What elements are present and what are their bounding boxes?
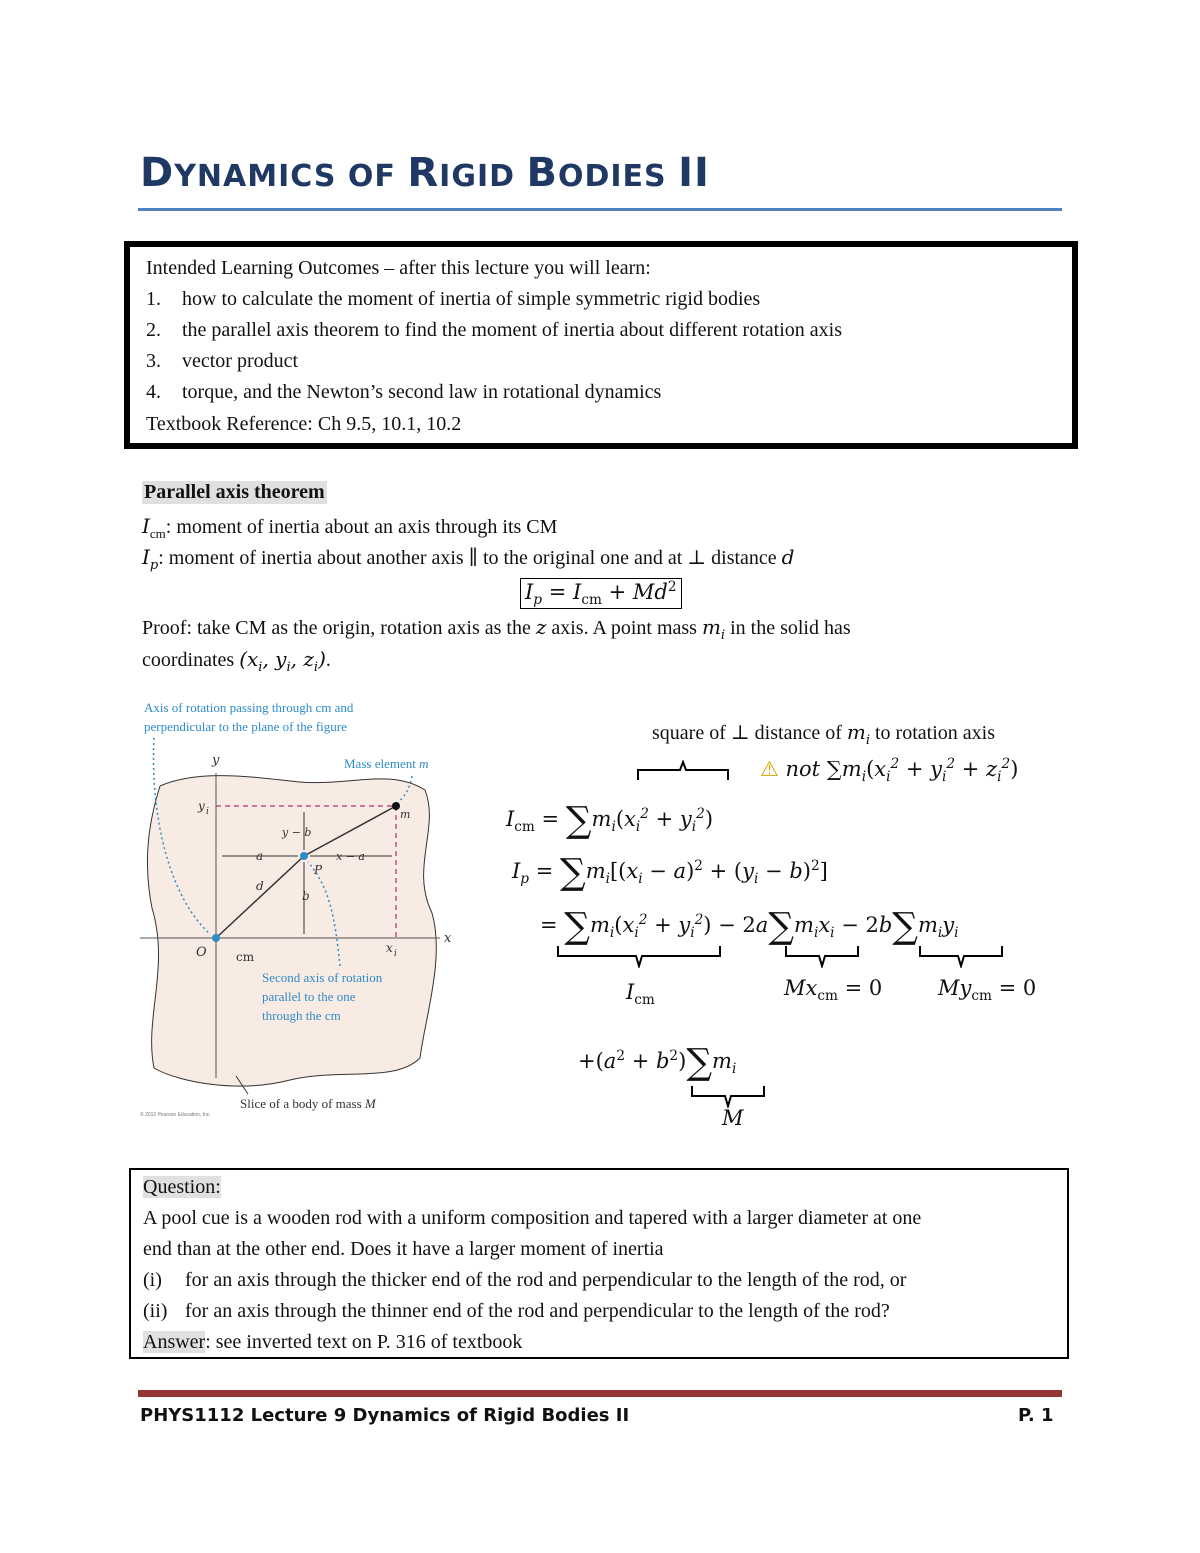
mxcm-label: $Mx_{cm} = 0$ <box>784 976 883 1005</box>
figure-mass-element-label: Mass element m <box>344 756 429 771</box>
icm-definition: $I_{cm}$: moment of inertia about an axis through its CM <box>142 514 558 541</box>
body-slice-shape <box>147 776 436 1086</box>
title-rule <box>138 208 1062 211</box>
svg-text:x: x <box>444 931 452 946</box>
ilo-reference: Textbook Reference: Ch 9.5, 10.1, 10.2 <box>146 413 462 435</box>
expanded-equation: = $\sum m_i(x_i^2 + y_i^2) - 2a\sum m_ix_i - 2b\sum m_iy_i$ <box>540 906 959 947</box>
derivation-note: square of ⊥ distance of $m_i$ to rotation axis <box>652 720 995 748</box>
answer-line: Answer: see inverted text on P. 316 of textbook <box>143 1331 523 1353</box>
mass-label: M <box>722 1106 744 1130</box>
warning-note: ⚠ not $\sum m_i(x_i^2 + y_i^2 + z_i^2)$ <box>760 756 1019 786</box>
section-heading: Parallel axis theorem <box>144 481 325 503</box>
svg-text:y − b: y − b <box>282 826 312 839</box>
svg-text:P: P <box>314 863 323 877</box>
question-text: A pool cue is a wooden rod with a uniform composition and tapered with a larger diameter at one <box>143 1207 922 1229</box>
question-box <box>129 1168 1069 1359</box>
question-label: Question: <box>143 1176 221 1198</box>
svg-text:O: O <box>196 945 207 960</box>
point-O <box>212 934 220 942</box>
brace-mycm <box>918 944 1004 968</box>
svg-text:x − a: x − a <box>336 850 365 863</box>
mycm-label: $My_{cm} = 0$ <box>938 976 1037 1005</box>
svg-text:i: i <box>394 949 397 959</box>
svg-text:x: x <box>386 941 393 955</box>
ilo-item: 2. the parallel axis theorem to find the moment of inertia about different rotation axis <box>146 319 842 341</box>
ilo-intro: Intended Learning Outcomes – after this lecture you will learn: <box>146 257 651 279</box>
figure-caption-axis: Axis of rotation passing through cm and <box>144 700 354 715</box>
figure-second-axis-label: through the cm <box>262 1008 341 1023</box>
point-P <box>300 852 308 860</box>
svg-text:y: y <box>198 799 205 813</box>
warning-icon: ⚠ <box>760 757 779 781</box>
ilo-item: 3. vector product <box>146 350 299 372</box>
question-option: (ii) for an axis through the thinner end of the rod and perpendicular to the length of the rod? <box>143 1300 890 1322</box>
extra-term-equation: $+(a^2 + b^2)\sum m_i$ <box>578 1042 737 1083</box>
brace-mxcm <box>784 944 860 968</box>
brace-mass <box>690 1084 766 1108</box>
ip-definition: $I_p$: moment of inertia about another axis ∥ to the original one and at ⊥ distance d <box>142 545 795 573</box>
question-option: (i) for an axis through the thicker end of the rod and perpendicular to the length of the rod, or <box>143 1269 907 1291</box>
figure-copyright: © 2012 Pearson Education, Inc. <box>140 1112 211 1118</box>
ip-sum-equation: $I_p = \sum m_i[(x_i - a)^2 + (y_i - b)^2]$ <box>512 852 828 893</box>
svg-text:b: b <box>302 889 310 903</box>
brace-top <box>636 760 730 782</box>
proof-line: Proof: take CM as the origin, rotation axis as the z axis. A point mass $m_i$ in the solid has <box>142 615 851 643</box>
ilo-item: 1. how to calculate the moment of inertia of simple symmetric rigid bodies <box>146 288 761 310</box>
proof-line: coordinates ($x_i$, $y_i$, $z_i$). <box>142 647 331 675</box>
svg-text:cm: cm <box>236 950 255 964</box>
svg-text:i: i <box>206 807 209 817</box>
footer-page-number: P. 1 <box>1018 1405 1054 1426</box>
figure-second-axis-label: Second axis of rotation <box>262 970 383 985</box>
icm-sum-equation: $I_{cm} = \sum m_i(x_i^2 + y_i^2)$ <box>506 800 714 841</box>
page-title: DYNAMICS OF RIGID BODIES II <box>140 150 710 196</box>
figure-second-axis-label: parallel to the one <box>262 989 356 1004</box>
svg-text:d: d <box>256 879 264 893</box>
svg-text:a: a <box>256 849 264 863</box>
figure-slice-label: Slice of a body of mass M <box>240 1096 376 1111</box>
brace-icm <box>556 944 722 968</box>
svg-text:y: y <box>212 753 220 768</box>
footer-rule <box>138 1390 1062 1397</box>
parallel-axis-figure <box>140 698 462 1126</box>
learning-outcomes-box <box>124 241 1078 449</box>
question-text: end than at the other end. Does it have a larger moment of inertia <box>143 1238 664 1260</box>
footer-course: PHYS1112 Lecture 9 Dynamics of Rigid Bodies II <box>140 1405 630 1426</box>
mass-element-point <box>392 802 400 810</box>
ilo-item: 4. torque, and the Newton’s second law in rotational dynamics <box>146 381 662 403</box>
icm-label: $I_{cm}$ <box>626 980 655 1009</box>
figure-caption-axis: perpendicular to the plane of the figure <box>144 719 347 734</box>
svg-text:m: m <box>400 808 411 821</box>
parallel-axis-equation: $I_p = I_{cm} + Md^2$ <box>520 578 682 609</box>
